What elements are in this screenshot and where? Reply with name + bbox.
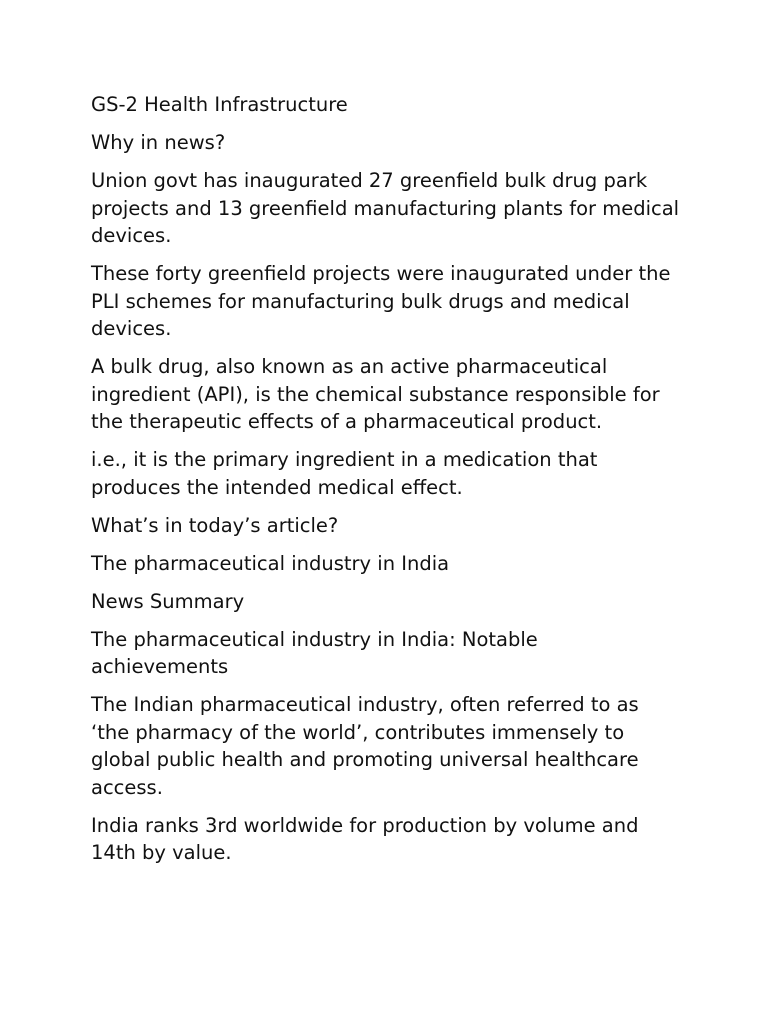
- paragraph-inauguration: Union govt has inaugurated 27 greenfield bulk drug park projects and 13 greenfield manufacturing plants for medical devices.: [91, 169, 680, 247]
- document-body: [91, 91, 681, 867]
- paragraph-news-summary: News Summary: [91, 589, 245, 613]
- paragraph-industry-in-india: The pharmaceutical industry in India: [91, 551, 450, 575]
- paragraph-pli-schemes: These forty greenfield projects were inaugurated under the PLI schemes for manufacturing bulk drugs and medical devices.: [91, 262, 671, 340]
- paragraph-notable-achievements: The pharmaceutical industry in India: Notable achievements: [91, 627, 538, 678]
- document-title: GS-2 Health Infrastructure: [91, 93, 348, 116]
- paragraph-why-in-news: Why in news?: [91, 131, 226, 154]
- paragraph-pharmacy-of-world: The Indian pharmaceutical industry, often referred to as ‘the pharmacy of the world’, contributes immensely to global public health and promoting universal healthcare access.: [91, 693, 639, 799]
- paragraph-india-ranks: India ranks 3rd worldwide for production by volume and 14th by value.: [91, 813, 639, 864]
- paragraph-todays-article: What’s in today’s article?: [91, 513, 339, 537]
- paragraph-primary-ingredient: i.e., it is the primary ingredient in a medication that produces the intended medical effect.: [91, 448, 598, 499]
- paragraph-bulk-drug-definition: A bulk drug, also known as an active pharmaceutical ingredient (API), is the chemical substance responsible for the therapeutic effects of a pharmaceutical product.: [91, 355, 660, 433]
